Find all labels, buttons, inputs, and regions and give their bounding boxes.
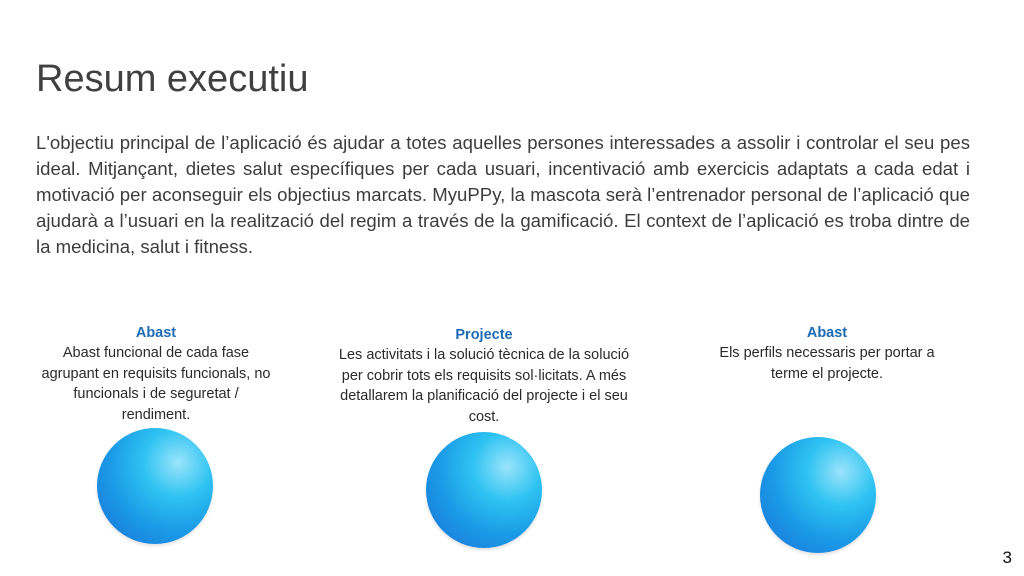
- circle-icon-3: [760, 437, 876, 553]
- slide-title: Resum executiu: [36, 58, 309, 100]
- circle-icon-2: [426, 432, 542, 548]
- card-text: Abast funcional de cada fase agrupant en requisits funcionals, no funcionals i de seguretat / rendiment.: [41, 345, 271, 423]
- card-heading: Abast: [135, 325, 177, 341]
- page-number: 3: [1002, 548, 1012, 567]
- card-abast-2: [702, 323, 952, 384]
- card-text: Els perfils necessaris per portar a terme el projecte.: [719, 345, 935, 382]
- circle-icon-1: [97, 428, 213, 544]
- summary-paragraph: L'objectiu principal de l’aplicació és ajudar a totes aquelles persones interessades a assolir i controlar el seu pes ideal. Mitjançant, dietes salut específiques per cada usuari, incentivació amb exercicis adaptats a cada edat i motivació per aconseguir els objectius marcats. MyuPPy, la mascota serà l’entrenador personal de l’aplicació que ajudarà a l’usuari en la realització del regim a través de la gamificació. El context de l’aplicació es troba dintre de la medicina, salut i fitness.: [36, 132, 970, 257]
- card-abast-1: [40, 323, 272, 425]
- card-heading: Abast: [806, 325, 848, 341]
- card-text: Les activitats i la solució tècnica de la solució per cobrir tots els requisits sol·licitats. A més detallarem la planificació del projecte i el seu cost.: [338, 347, 630, 425]
- card-heading: Projecte: [455, 327, 513, 343]
- card-projecte: [334, 325, 634, 427]
